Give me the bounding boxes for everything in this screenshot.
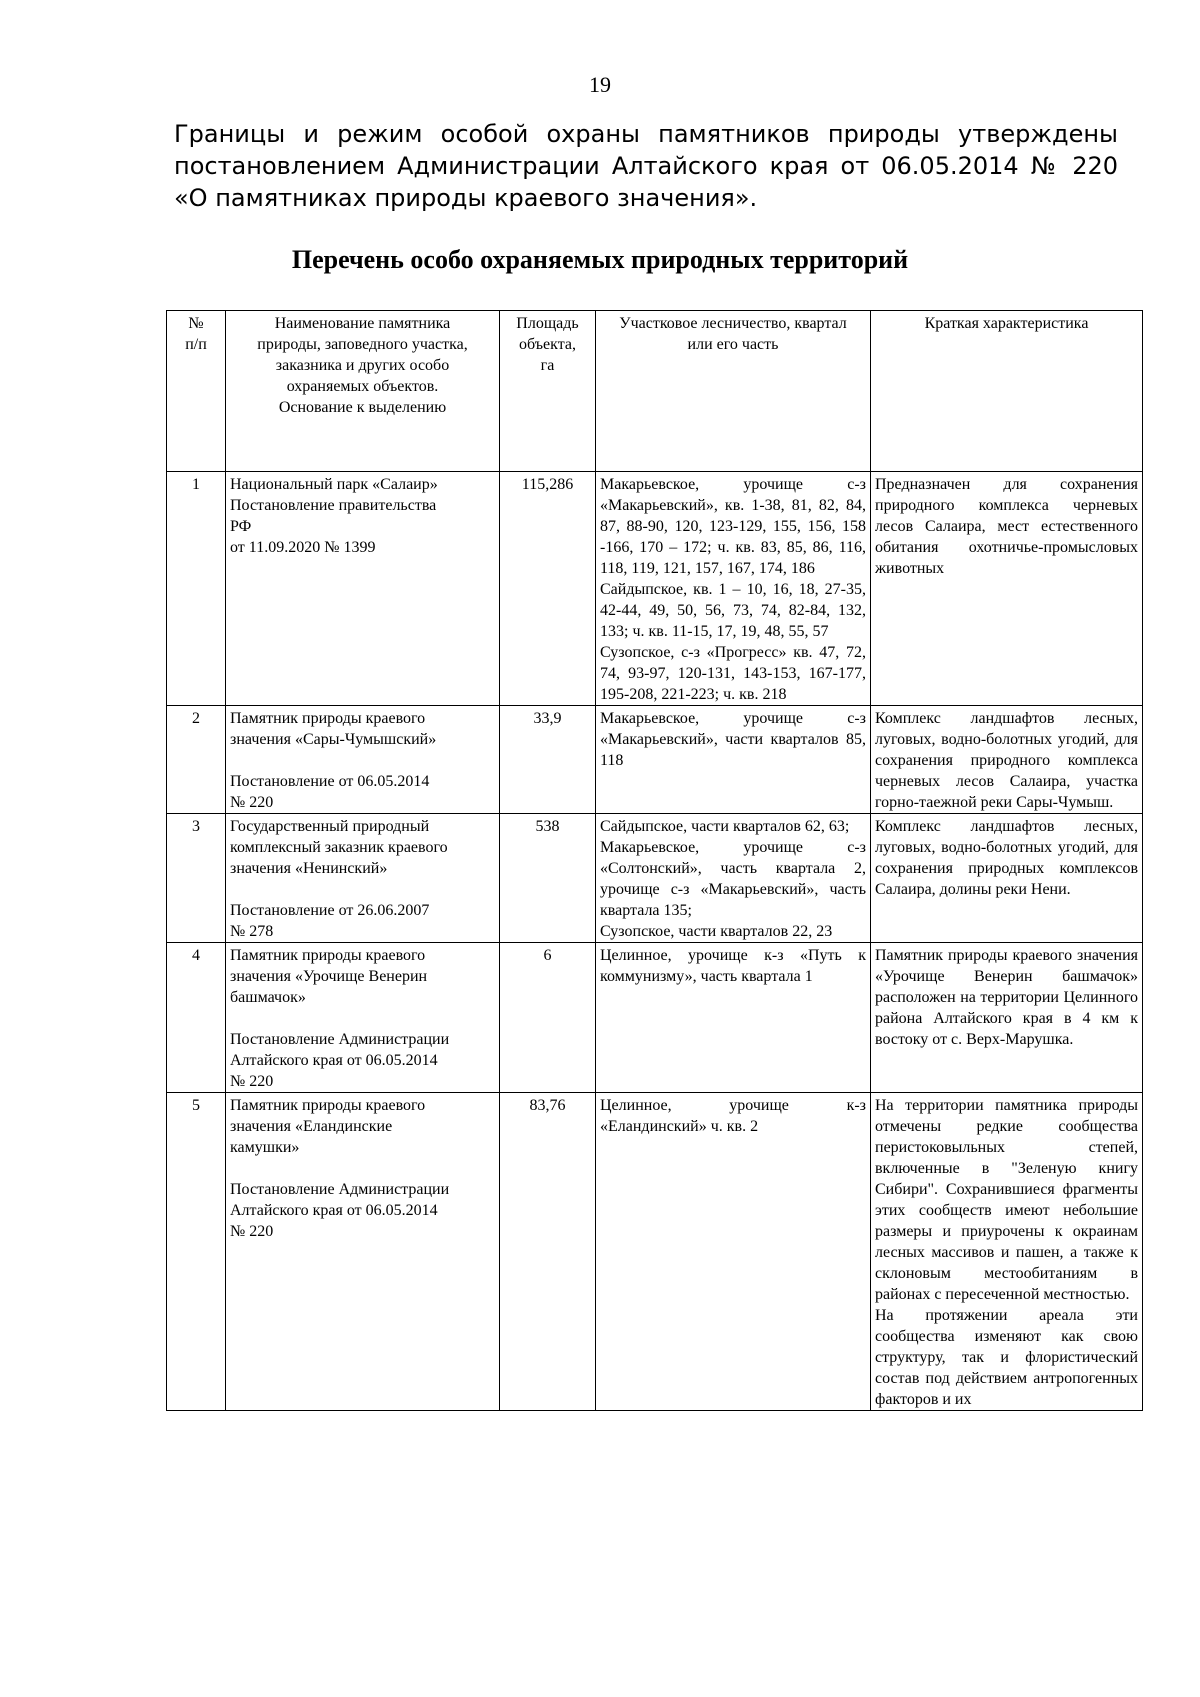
cell-line: На территории памятника природы отмечены редкие сообщества перистоковыльных степей, включенные в "Зеленую книгу Сибири". Сохранившиеся фрагменты этих сообществ имеют небольшие размеры и приурочены к окраинам лесных массивов и пашен, а также к склоновым местообитаниям в районах с пересеченной местностью. xyxy=(875,1097,1138,1303)
row-forestry xyxy=(596,706,871,814)
cell-line: Основание к выделению xyxy=(278,399,447,416)
cell-line: Памятник природы краевого xyxy=(230,710,426,727)
table-row xyxy=(167,706,1143,814)
header-forestry xyxy=(596,311,871,472)
row-number: 1 xyxy=(167,472,226,706)
cell-line: природы, заповедного участка, xyxy=(257,336,468,353)
cell-line: камушки» xyxy=(230,1139,300,1156)
table-row xyxy=(167,814,1143,943)
row-area: 33,9 xyxy=(500,706,596,814)
cell-line: Целинное, урочище к-з «Еландинский» ч. кв. 2 xyxy=(600,1097,866,1135)
cell-line: объекта, xyxy=(519,336,576,353)
cell-line: Постановление Администрации xyxy=(230,1181,450,1198)
cell-line: Алтайского края от 06.05.2014 xyxy=(230,1202,438,1219)
cell-line: № 220 xyxy=(230,1223,274,1240)
cell-line: комплексный заказник краевого xyxy=(230,839,448,856)
row-name xyxy=(226,472,500,706)
cell-line: Комплекс ландшафтов лесных, луговых, водно-болотных угодий, для сохранения природного комплекса черневых лесов Салаира, участка горно-таежной реки Сары-Чумыш. xyxy=(875,710,1138,811)
cell-line: Сайдыпское, части кварталов 62, 63; xyxy=(600,818,850,835)
cell-line: № 278 xyxy=(230,923,274,940)
row-area: 6 xyxy=(500,943,596,1093)
cell-line: Сайдыпское, кв. 1 – 10, 16, 18, 27-35, 42-44, 49, 50, 56, 73, 74, 82-84, 132, 133; ч. кв. 11-15, 17, 19, 48, 55, 57 xyxy=(600,581,866,640)
cell-line: РФ xyxy=(230,518,252,535)
row-area: 115,286 xyxy=(500,472,596,706)
cell-line: Национальный парк «Салаир» xyxy=(230,476,438,493)
cell-line: п/п xyxy=(185,336,207,353)
row-number: 3 xyxy=(167,814,226,943)
cell-line: Памятник природы краевого xyxy=(230,1097,426,1114)
row-number: 2 xyxy=(167,706,226,814)
table-row xyxy=(167,1093,1143,1411)
blank-line xyxy=(230,879,495,900)
header-name xyxy=(226,311,500,472)
cell-line: № 220 xyxy=(230,794,274,811)
blank-line xyxy=(230,750,495,771)
cell-line: от 11.09.2020 № 1399 xyxy=(230,539,376,556)
cell-line: значения «Сары-Чумышский» xyxy=(230,731,437,748)
row-number: 5 xyxy=(167,1093,226,1411)
cell-line: На протяжении ареала эти сообщества изменяют как свою структуру, так и флористический состав под действием антропогенных факторов и их xyxy=(875,1307,1138,1408)
row-forestry xyxy=(596,943,871,1093)
cell-line: башмачок» xyxy=(230,989,306,1006)
header-description xyxy=(871,311,1143,472)
table-row xyxy=(167,943,1143,1093)
cell-line: Памятник природы краевого значения «Урочище Венерин башмачок» расположен на территории Целинного района Алтайского края в 4 км к востоку от с. Верх-Марушка. xyxy=(875,947,1138,1048)
cell-line: Макарьевское, урочище с-з «Макарьевский», части кварталов 85, 118 xyxy=(600,710,866,769)
blank-line xyxy=(230,1158,495,1179)
intro-paragraph xyxy=(174,118,1118,214)
header-area xyxy=(500,311,596,472)
row-name xyxy=(226,1093,500,1411)
row-area: 538 xyxy=(500,814,596,943)
cell-line: Сузопское, с-з «Прогресс» кв. 47, 72, 74, 93-97, 120-131, 143-153, 167-177, 195-208, 221-223; ч. кв. 218 xyxy=(600,644,866,703)
cell-line: Макарьевское, урочище с-з «Макарьевский», кв. 1-38, 81, 82, 84, 87, 88-90, 120, 123-129, 155, 156, 158 -166, 170 – 172; ч. кв. 83, 85, 86, 116, 118, 119, 121, 157, 167, 174, 186 xyxy=(600,476,866,577)
cell-line: значения «Урочище Венерин xyxy=(230,968,428,985)
row-name xyxy=(226,814,500,943)
cell-line: га xyxy=(540,357,555,374)
table-header-row xyxy=(167,311,1143,472)
page-heading: Перечень особо охраняемых природных территорий xyxy=(291,245,909,274)
cell-line: Постановление от 26.06.2007 xyxy=(230,902,430,919)
cell-line: Наименование памятника xyxy=(274,315,451,332)
cell-line: Макарьевское, урочище с-з «Солтонский», часть квартала 2, урочище с-з «Макарьевский», часть квартала 135; xyxy=(600,839,866,919)
cell-line: Постановление Администрации xyxy=(230,1031,450,1048)
row-description xyxy=(871,814,1143,943)
cell-line: Площадь xyxy=(516,315,579,332)
cell-line: охраняемых объектов. xyxy=(286,378,439,395)
row-forestry xyxy=(596,1093,871,1411)
row-name xyxy=(226,943,500,1093)
header-number xyxy=(167,311,226,472)
cell-line: № 220 xyxy=(230,1073,274,1090)
row-number: 4 xyxy=(167,943,226,1093)
row-description xyxy=(871,1093,1143,1411)
row-area: 83,76 xyxy=(500,1093,596,1411)
cell-line: Целинное, урочище к-з «Путь к коммунизму», часть квартала 1 xyxy=(600,947,866,985)
intro-text: Границы и режим особой охраны памятников природы утверждены постановлением Администрации Алтайского края от 06.05.2014 № 220 «О памятниках природы краевого значения». xyxy=(174,120,1118,212)
protected-areas-table xyxy=(166,310,1143,1411)
cell-line: значения «Ненинский» xyxy=(230,860,388,877)
cell-line: Предназначен для сохранения природного комплекса черневых лесов Салаира, мест естественного обитания охотничье-промысловых животных xyxy=(875,476,1138,577)
cell-line: Алтайского края от 06.05.2014 xyxy=(230,1052,438,1069)
cell-line: Сузопское, части кварталов 22, 23 xyxy=(600,923,833,940)
cell-line: или его часть xyxy=(687,336,779,353)
row-forestry xyxy=(596,472,871,706)
cell-line: Постановление от 06.05.2014 xyxy=(230,773,430,790)
row-description xyxy=(871,706,1143,814)
blank-line xyxy=(230,1008,495,1029)
cell-line: Памятник природы краевого xyxy=(230,947,426,964)
cell-line: Краткая характеристика xyxy=(924,315,1089,332)
cell-line: заказника и других особо xyxy=(275,357,450,374)
cell-line: Государственный природный xyxy=(230,818,430,835)
row-forestry xyxy=(596,814,871,943)
page-number: 19 xyxy=(589,72,611,97)
cell-line: № xyxy=(188,315,204,332)
cell-line: значения «Еландинские xyxy=(230,1118,393,1135)
cell-line: Постановление правительства xyxy=(230,497,437,514)
cell-line: Комплекс ландшафтов лесных, луговых, водно-болотных угодий, для сохранения природных комплексов Салаира, долины реки Нени. xyxy=(875,818,1138,898)
cell-line: Участковое лесничество, квартал xyxy=(619,315,847,332)
row-name xyxy=(226,706,500,814)
row-description xyxy=(871,472,1143,706)
row-description xyxy=(871,943,1143,1093)
table-row xyxy=(167,472,1143,706)
